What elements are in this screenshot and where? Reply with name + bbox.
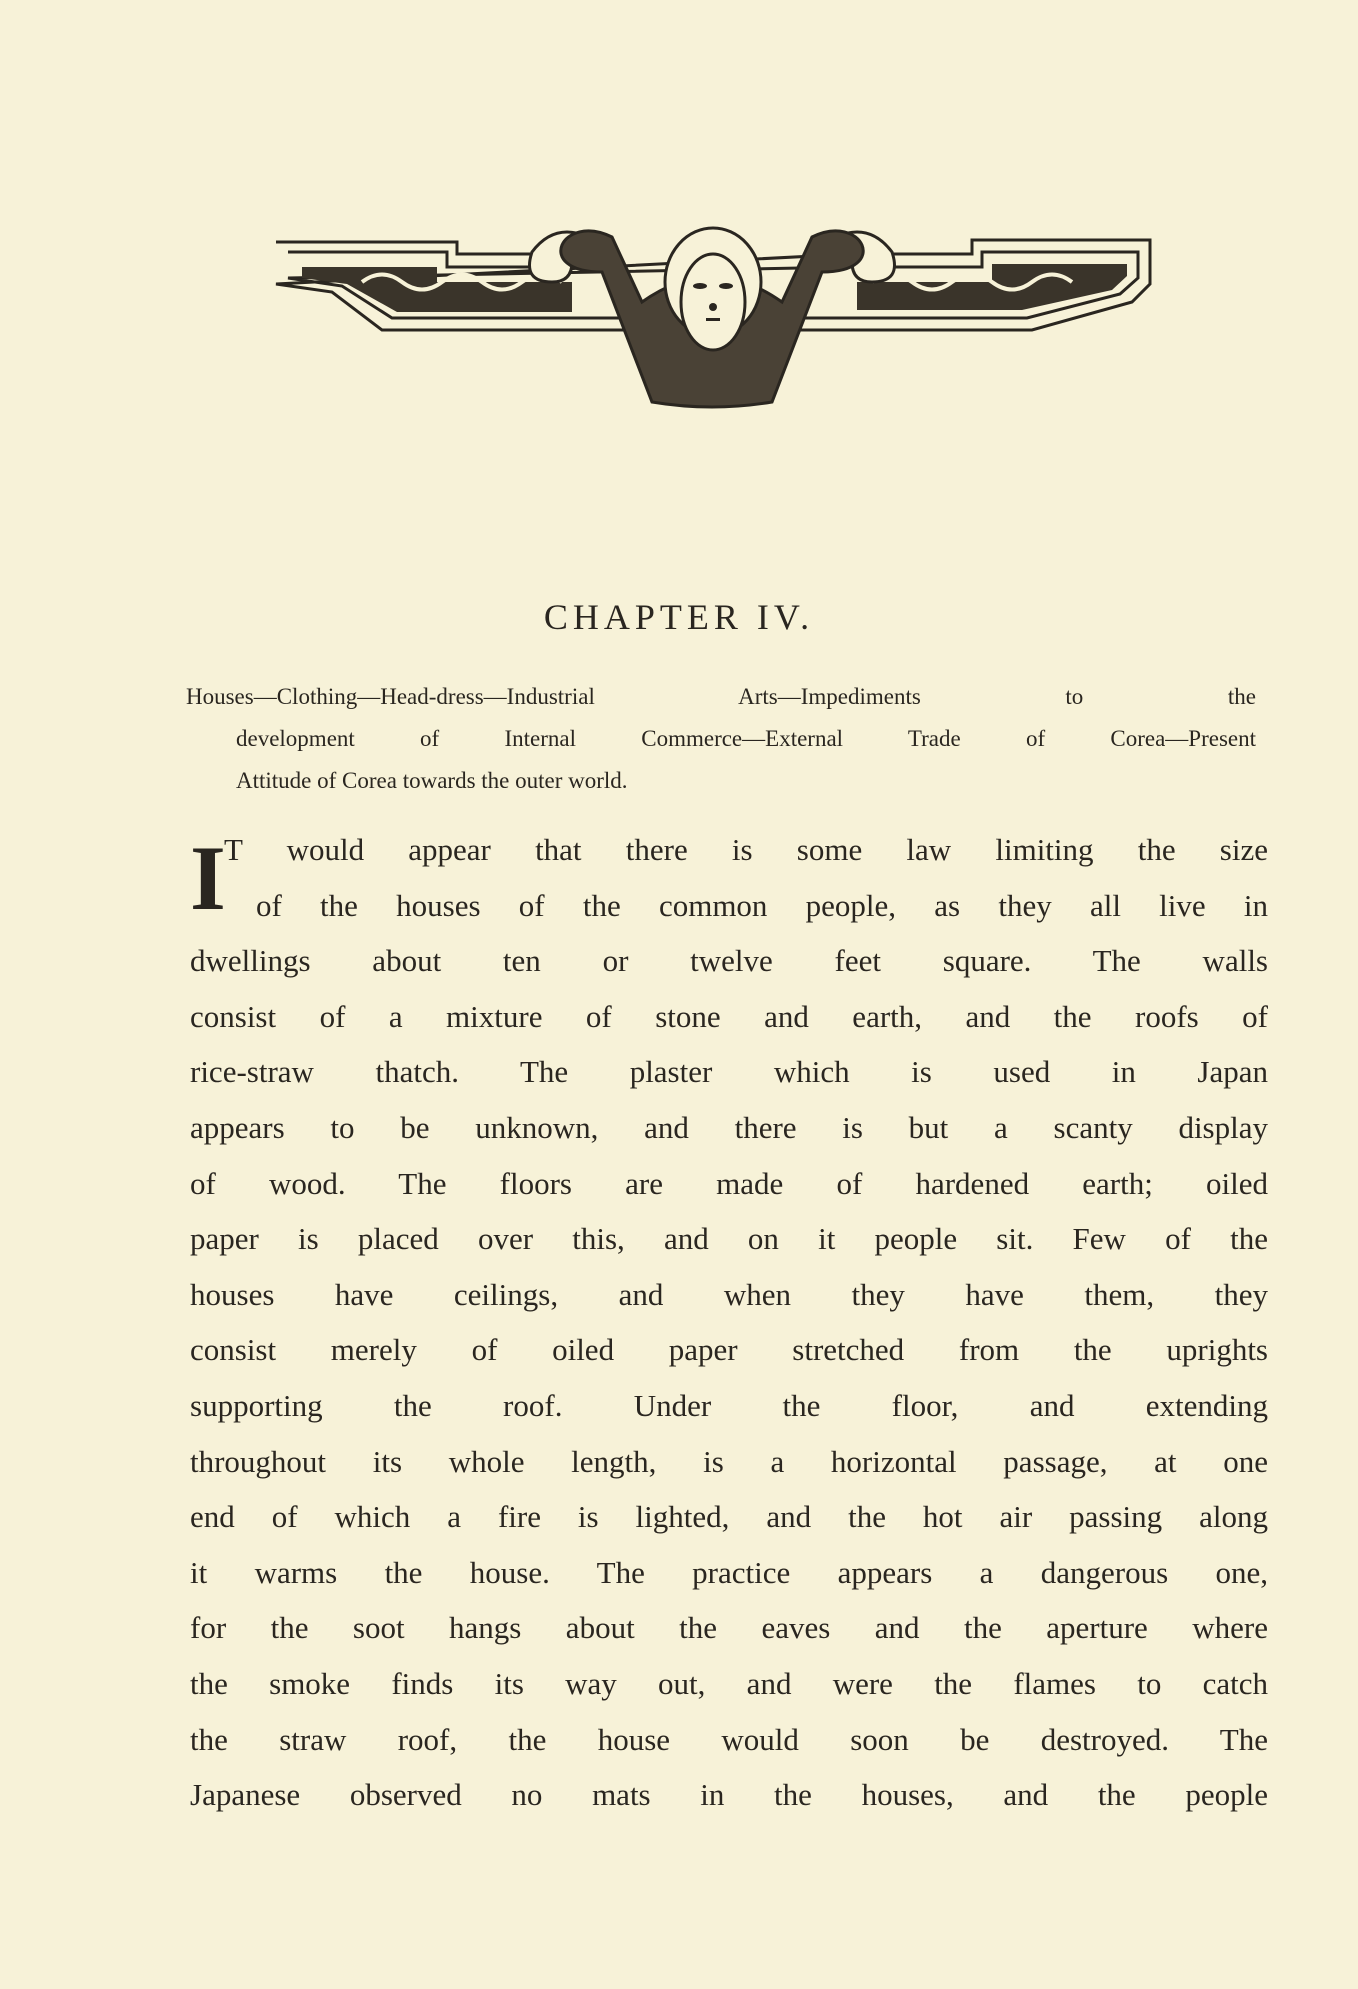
body-line: of wood. The floors are made of hardened earth; oiled — [190, 1165, 1268, 1201]
body-line: houses have ceilings, and when they have them, they — [190, 1276, 1268, 1312]
body-line: throughout its whole length, is a horizontal passage, at one — [190, 1443, 1268, 1479]
body-line: end of which a fire is lighted, and the hot air passing along — [190, 1499, 1268, 1535]
body-line: supporting the roof. Under the floor, and extending — [190, 1387, 1268, 1423]
body-line: T would appear that there is some law limiting the size — [224, 832, 1268, 867]
body-line: rice-straw thatch. The plaster which is used in Japan — [190, 1054, 1268, 1090]
chapter-title: CHAPTER IV. — [543, 597, 815, 637]
body-line: the smoke finds its way out, and were the flames to catch — [190, 1665, 1268, 1701]
body-line: Japanese observed no mats in the houses, and the people — [190, 1777, 1268, 1813]
body-line: for the soot hangs about the eaves and the aperture where — [190, 1610, 1268, 1646]
body-line: appears to be unknown, and there is but a scanty display — [190, 1109, 1268, 1145]
drop-cap: I — [190, 827, 226, 929]
headpiece-ornament — [272, 212, 1154, 412]
body-line: consist of a mixture of stone and earth, and the roofs of — [190, 998, 1268, 1034]
body-line: dwellings about ten or twelve feet square. The walls — [190, 943, 1268, 979]
body-line: paper is placed over this, and on it people sit. Few of the — [190, 1221, 1268, 1257]
synopsis-line: Houses—Clothing—Head-dress—Industrial Arts—Impediments to the — [186, 684, 1256, 709]
body-line: consist merely of oiled paper stretched from the uprights — [190, 1332, 1268, 1368]
chapter-synopsis — [186, 676, 1256, 802]
body-line: of the houses of the common people, as they all live in — [256, 887, 1268, 923]
body-line: the straw roof, the house would soon be destroyed. The — [190, 1721, 1268, 1757]
synopsis-line: development of Internal Commerce—External Trade of Corea—Present — [236, 726, 1256, 751]
body-line: it warms the house. The practice appears a dangerous one, — [190, 1554, 1268, 1590]
synopsis-line: Attitude of Corea towards the outer world. — [236, 768, 628, 793]
body-text — [190, 822, 1268, 1823]
